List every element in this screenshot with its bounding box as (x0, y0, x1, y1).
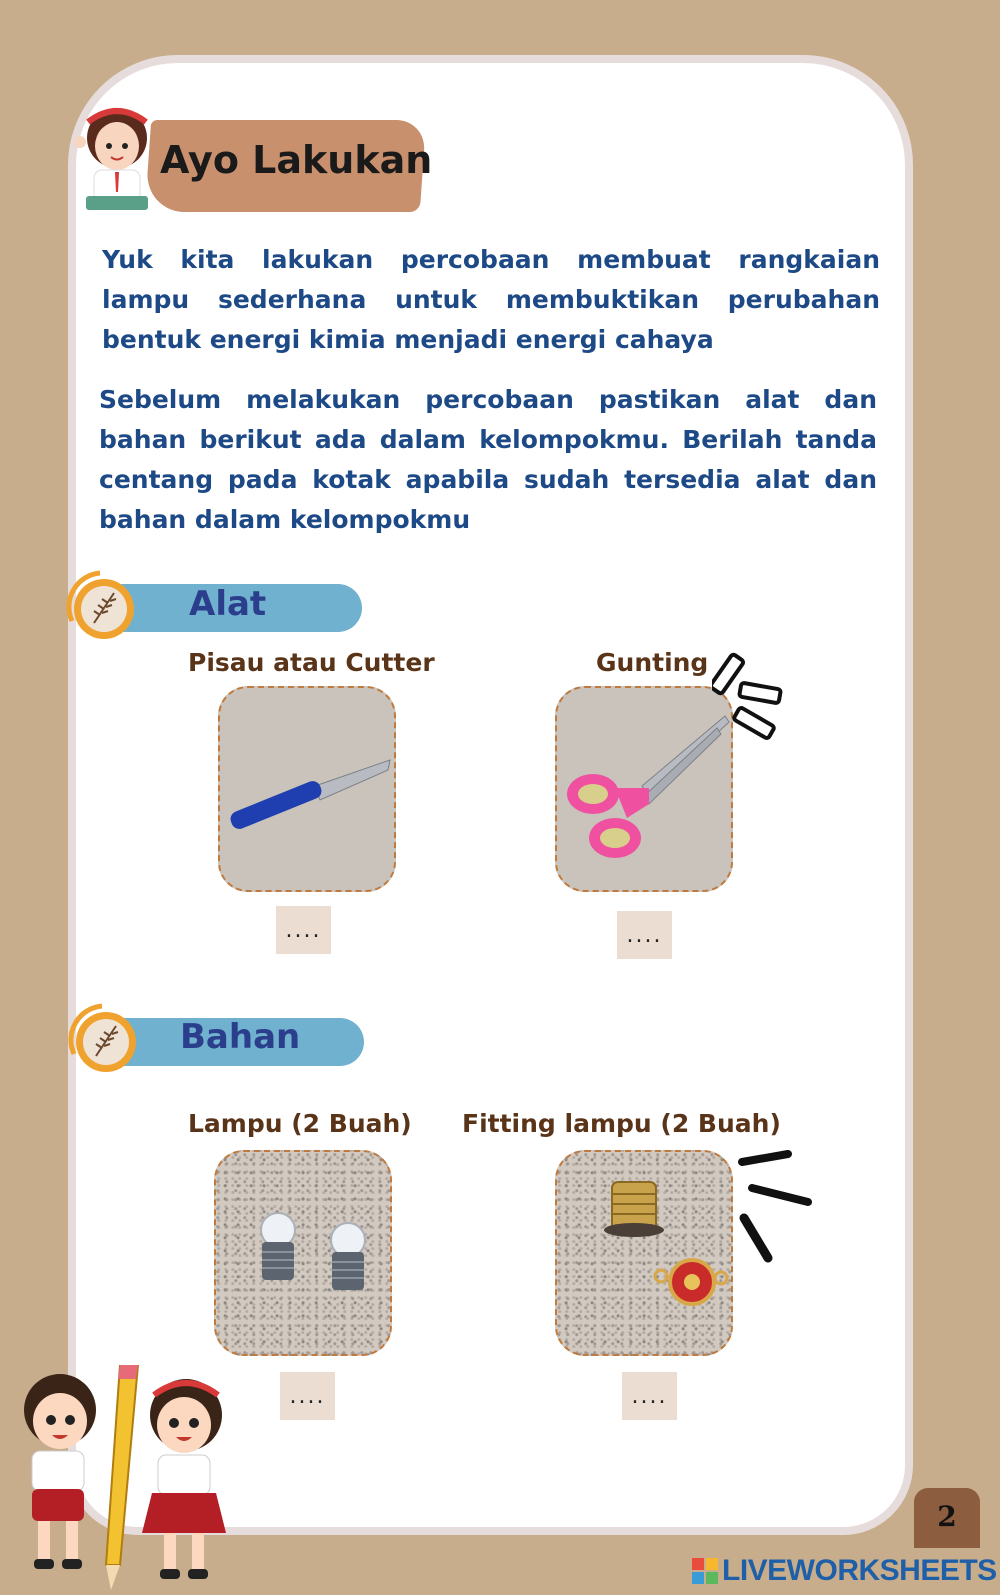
sparkle-lines-icon (738, 1150, 818, 1270)
check-box-socket[interactable]: .... (622, 1372, 677, 1420)
check-box-scissors[interactable]: .... (617, 911, 672, 959)
bahan-heading: Bahan (180, 1017, 301, 1057)
knife-image (220, 688, 396, 892)
page-title: Ayo Lakukan (160, 138, 433, 182)
check-box-bulb[interactable]: .... (280, 1372, 335, 1420)
item-label-scissors: Gunting (596, 648, 709, 677)
liveworksheets-brand-text: LIVEWORKSHEETS (722, 1554, 997, 1587)
item-label-bulb: Lampu (2 Buah) (188, 1109, 412, 1138)
item-label-knife: Pisau atau Cutter (188, 648, 435, 677)
item-label-socket: Fitting lampu (2 Buah) (462, 1109, 781, 1138)
check-box-knife[interactable]: .... (276, 906, 331, 954)
socket-photo (555, 1150, 733, 1356)
intro-paragraph-1: Yuk kita lakukan percobaan membuat rangkaian lampu sederhana untuk membuktikan perubahan bentuk energi kimia menjadi energi cahaya (102, 245, 880, 354)
sockets-image (557, 1152, 733, 1356)
girl-reading-illustration (72, 102, 162, 214)
bulbs-image (216, 1152, 392, 1356)
alat-heading: Alat (189, 584, 267, 624)
leaf-badge-icon (62, 998, 142, 1078)
leaf-badge-icon (60, 565, 140, 645)
kids-with-pencil-illustration (8, 1365, 248, 1595)
liveworksheets-logo[interactable] (692, 1554, 997, 1588)
intro-paragraph-2: Sebelum melakukan percobaan pastikan alat dan bahan berikut ada dalam kelompokmu. Berilah tanda centang pada kotak apabila sudah tersedia alat dan bahan dalam kelompokmu (99, 385, 877, 534)
liveworksheets-logo-icon (692, 1558, 718, 1584)
bulb-photo (214, 1150, 392, 1356)
knife-photo (218, 686, 396, 892)
sparkle-lines-icon (712, 644, 788, 744)
page-number: 2 (937, 1500, 957, 1533)
scissors-image (557, 688, 733, 892)
scissors-photo (555, 686, 733, 892)
